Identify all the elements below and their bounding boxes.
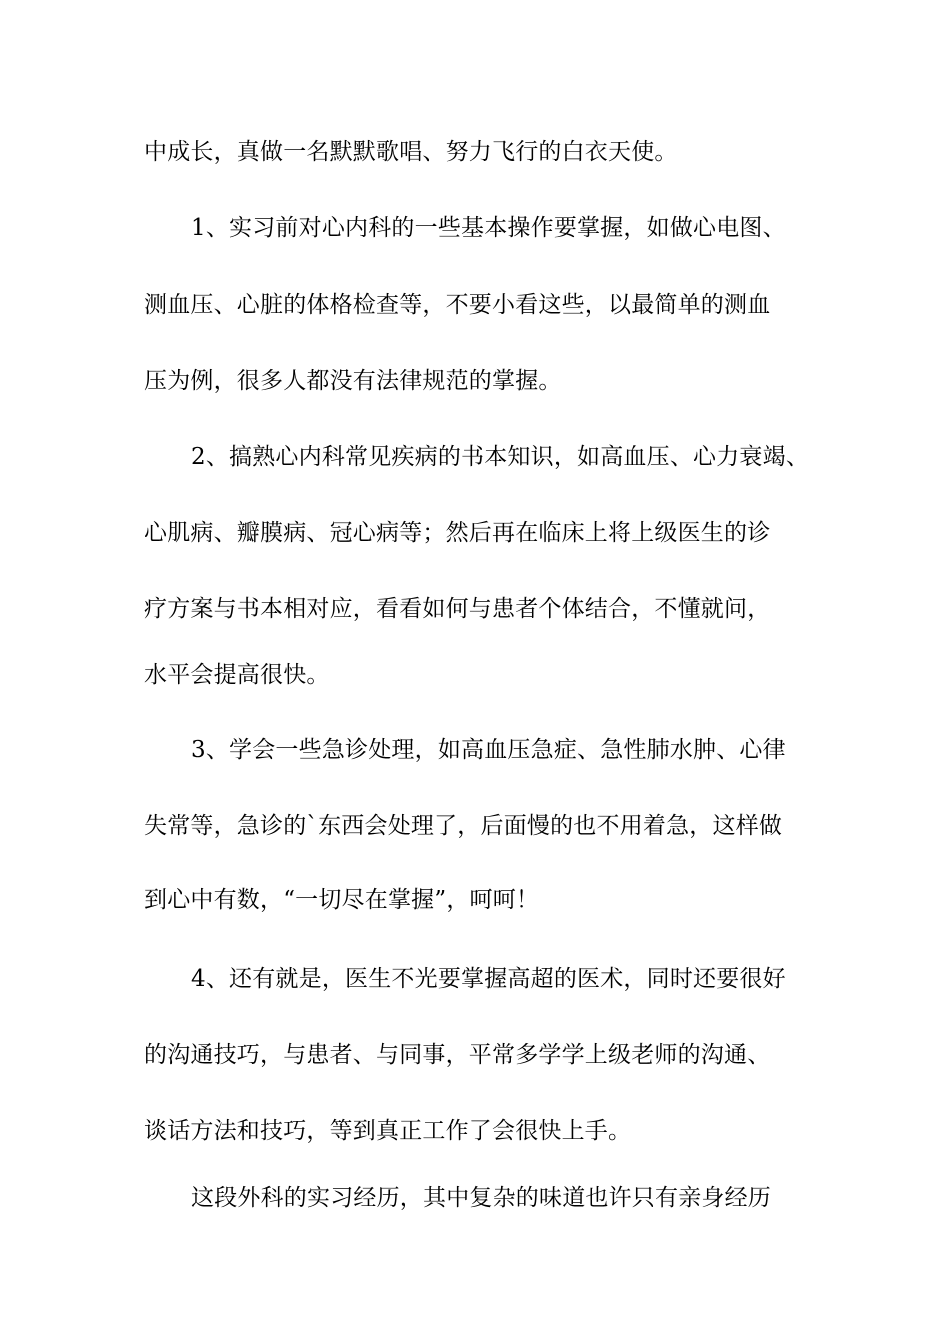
text-line: 中成长，真做一名默默歌唱、努力飞行的白衣天使。 — [144, 139, 678, 165]
text-line: 的沟通技巧，与患者、与同事，平常多学学上级老师的沟通、 — [144, 1042, 771, 1068]
paragraph-item-3-line: 3、学会一些急诊处理，如高血压急症、急性肺水肿、心律 — [191, 737, 786, 763]
text-line: 谈话方法和技巧，等到真正工作了会很快上手。 — [144, 1118, 632, 1144]
paragraph-item-2-line: 2、搞熟心内科常见疾病的书本知识，如高血压、心力衰竭、 — [191, 444, 810, 470]
paragraph-closing-line: 这段外科的实习经历，其中复杂的味道也许只有亲身经历 — [191, 1185, 771, 1211]
text-line: 水平会提高很快。 — [144, 662, 330, 688]
text-line: 到心中有数，“一切尽在掌握”，呵呵！ — [144, 887, 540, 913]
text-line: 疗方案与书本相对应，看看如何与患者个体结合，不懂就问， — [144, 596, 771, 622]
paragraph-item-4-line: 4、还有就是，医生不光要掌握高超的医术，同时还要很好 — [191, 966, 786, 992]
text-line: 测血压、心脏的体格检查等，不要小看这些，以最简单的测血 — [144, 292, 771, 318]
text-line: 失常等，急诊的`东西会处理了，后面慢的也不用着急，这样做 — [144, 813, 783, 839]
paragraph-item-1-line: 1、实习前对心内科的一些基本操作要掌握，如做心电图、 — [191, 215, 786, 241]
text-line: 压为例，很多人都没有法律规范的掌握。 — [144, 368, 562, 394]
text-line: 心肌病、瓣膜病、冠心病等；然后再在临床上将上级医生的诊 — [144, 520, 771, 546]
